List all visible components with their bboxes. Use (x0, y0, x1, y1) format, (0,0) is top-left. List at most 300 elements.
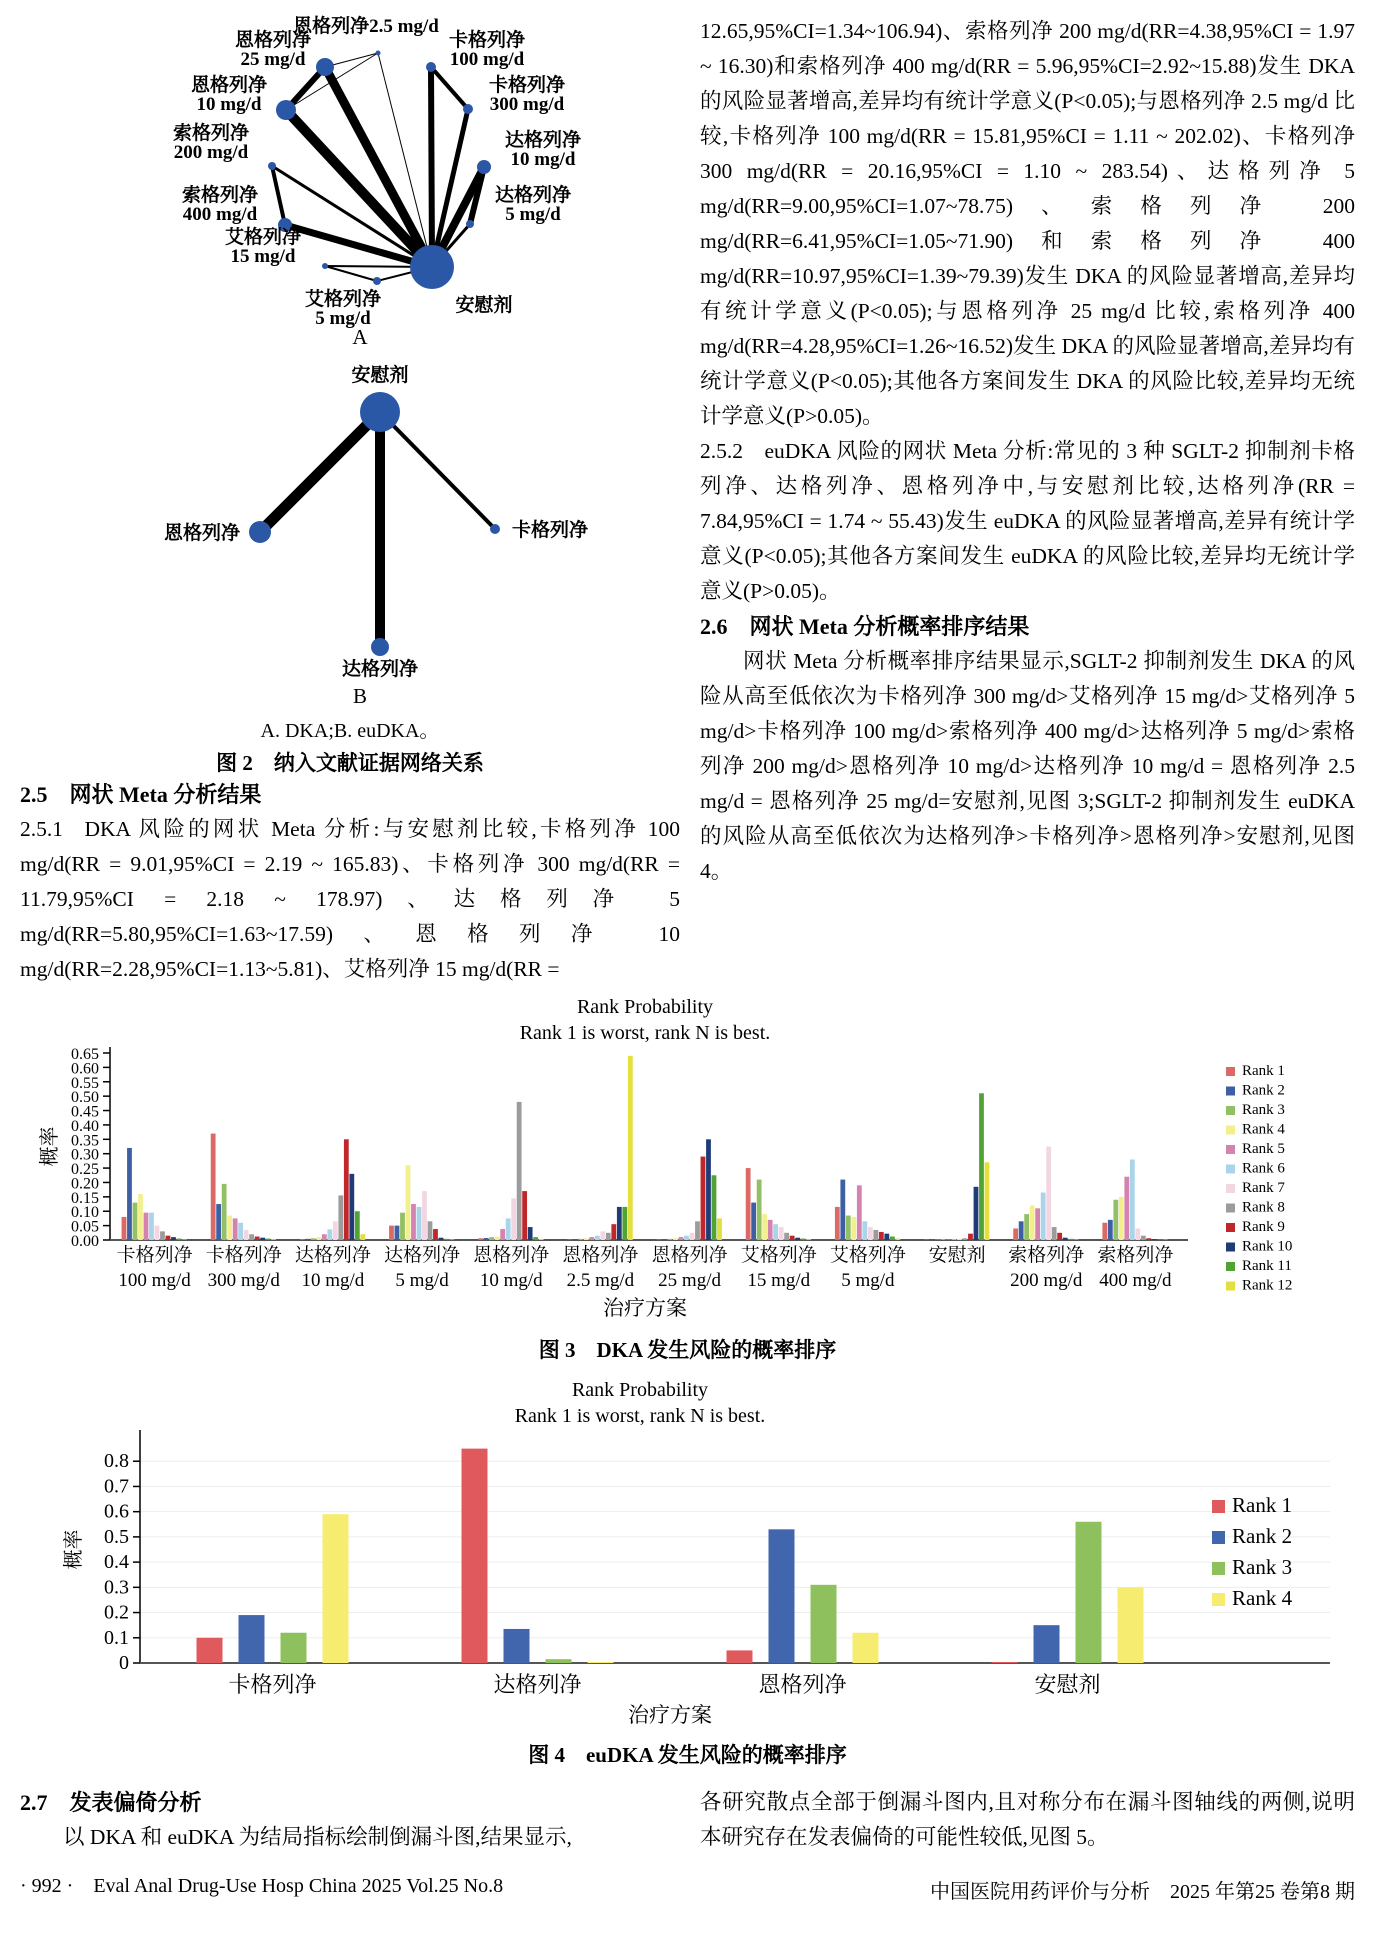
category-label: 恩格列净 2.5 mg/d (562, 1245, 639, 1291)
category-label: 卡格列净 100 mg/d (116, 1245, 193, 1291)
bar-rank8 (428, 1221, 433, 1240)
bar-rank9 (1146, 1238, 1151, 1240)
bar-rank10 (1063, 1238, 1068, 1240)
bar-rank6 (238, 1223, 243, 1240)
bottom-left-column (20, 1785, 680, 1855)
bar-rank4 (851, 1217, 856, 1240)
legend-swatch (1226, 1106, 1235, 1115)
bar-rank11 (177, 1239, 182, 1240)
page-footer (20, 1875, 1355, 1904)
paragraph-2-6: 网状 Meta 分析概率排序结果显示,SGLT-2 抑制剂发生 DKA 的风险从高至低依次为卡格列净 300 mg/d>艾格列净 15 mg/d>艾格列净 5 mg/d>卡格列净 100 mg/d>索格列净 400 mg/d>达格列净 5 mg/d>索格列净 200 mg/d>恩格列净 10 mg/d>达格列净 10 mg/d = 恩格列净 2.5 mg/d = 恩格列净 25 mg/d=安慰剂,见图 3;SGLT-2 抑制剂发生 euDKA 的风险从高至低依次为达格列净>卡格列净>恩格列净>安慰剂,见图 4。 (700, 649, 1355, 883)
y-axis-label: 概率 (39, 1126, 61, 1167)
bar-rank9 (1057, 1233, 1062, 1240)
bar-rank6 (862, 1221, 867, 1240)
bar-rank3 (311, 1238, 316, 1240)
y-tick-label: 0.25 (71, 1161, 99, 1179)
bar-rank7 (422, 1191, 427, 1240)
network-node-label: 恩格列净2.5 mg/d (293, 16, 439, 37)
figure2-network-a (20, 14, 680, 357)
bar-rank10 (1152, 1239, 1157, 1240)
network-node-dapa10 (477, 160, 491, 174)
bar-rank6 (1130, 1159, 1135, 1240)
bar-rank2 (216, 1204, 221, 1240)
network-node-label: 索格列净 200 mg/d (172, 123, 250, 163)
legend-swatch (1212, 1593, 1225, 1606)
y-tick-label: 0.50 (71, 1089, 99, 1107)
bar-rank12 (1074, 1239, 1079, 1240)
bar-rank12 (271, 1239, 276, 1240)
bar-rank3 (222, 1184, 227, 1240)
legend-label: Rank 3 (1232, 1555, 1293, 1579)
bar-rank1 (389, 1226, 394, 1240)
bar-rank12 (628, 1056, 633, 1240)
bar-rank7 (957, 1239, 962, 1240)
y-tick-label: 0.2 (104, 1601, 129, 1624)
network-edge (431, 67, 432, 267)
bar-rank8 (160, 1231, 165, 1240)
y-tick-label: 0.45 (71, 1103, 99, 1121)
network-node-eng25 (316, 58, 334, 76)
legend-swatch (1226, 1067, 1235, 1076)
bar-rank2 (239, 1615, 265, 1663)
legend-swatch (1226, 1165, 1235, 1174)
bar-rank11 (1157, 1239, 1162, 1240)
legend-label: Rank 12 (1242, 1277, 1293, 1294)
bar-rank1 (835, 1207, 840, 1240)
paper-page (20, 0, 1355, 1914)
y-tick-label: 0.00 (71, 1233, 99, 1250)
figure4-bar-chart (20, 1378, 1360, 1730)
bar-rank9 (255, 1237, 260, 1240)
y-tick-label: 0.20 (71, 1175, 99, 1193)
bar-rank9 (522, 1191, 527, 1240)
bar-rank1 (924, 1240, 929, 1241)
bar-rank9 (790, 1236, 795, 1240)
network-edge (325, 266, 377, 281)
paragraph-2-5-1: 2.5.1 DKA 风险的网状 Meta 分析:与安慰剂比较,卡格列净 100 mg/d(RR = 9.01,95%CI = 2.19 ~ 165.83)、卡格列净 300 mg/d(RR = 11.79,95%CI = 2.18 ~ 178.97)、达格列净 5 mg/d(RR=5.80,95%CI=1.63~17.59)、恩格列净 10 mg/d(RR=2.28,95%CI=1.13~5.81)、艾格列净 15 mg/d(RR = (20, 817, 680, 981)
legend-label: Rank 4 (1242, 1121, 1285, 1138)
bar-rank10 (706, 1139, 711, 1240)
footer-left: · 992 · Eval Anal Drug-Use Hosp China 2025 Vol.25 No.8 (20, 1875, 504, 1897)
network-edge (272, 166, 285, 225)
bar-rank6 (327, 1229, 332, 1240)
bar-rank8 (784, 1233, 789, 1240)
bar-rank1 (992, 1662, 1018, 1663)
chart-subtitle: Rank 1 is worst, rank N is best. (514, 1405, 766, 1427)
chart-title: Rank Probability (571, 1379, 709, 1401)
bar-rank1 (567, 1239, 572, 1240)
bar-rank4 (227, 1216, 232, 1240)
y-tick-label: 0.55 (71, 1074, 99, 1092)
y-tick-label: 0.8 (104, 1450, 129, 1473)
figure2-caption: 图 2 纳入文献证据网络关系 (216, 751, 484, 775)
bar-rank10 (439, 1238, 444, 1240)
network-node-label: 安慰剂 (351, 365, 409, 386)
network-sublabel: B (352, 684, 368, 707)
bar-rank8 (606, 1233, 611, 1240)
legend-label: Rank 10 (1242, 1238, 1293, 1255)
bar-rank12 (806, 1239, 811, 1240)
bar-rank5 (946, 1239, 951, 1240)
legend-label: Rank 11 (1242, 1258, 1292, 1274)
legend-label: Rank 9 (1242, 1219, 1285, 1235)
network-node-label: 恩格列净 (163, 523, 241, 544)
bar-rank3 (935, 1240, 940, 1241)
bar-rank6 (952, 1239, 957, 1240)
network-diagram-b (70, 357, 630, 707)
bar-rank7 (244, 1230, 249, 1240)
bar-rank10 (349, 1174, 354, 1240)
network-sublabel: A (352, 325, 368, 349)
network-node-label: 卡格列净 (511, 520, 589, 541)
legend-label: Rank 2 (1242, 1082, 1285, 1099)
legend-label: Rank 7 (1242, 1180, 1285, 1196)
bar-rank7 (511, 1198, 516, 1240)
bar-rank8 (249, 1234, 254, 1240)
bar-rank2 (930, 1240, 935, 1241)
legend-label: Rank 5 (1242, 1141, 1285, 1157)
bar-rank7 (868, 1227, 873, 1240)
bar-rank3 (757, 1180, 762, 1240)
category-label: 艾格列净 5 mg/d (829, 1245, 906, 1291)
bar-rank3 (668, 1239, 673, 1240)
bar-rank3 (400, 1213, 405, 1240)
network-node-label: 艾格列净 15 mg/d (224, 227, 302, 267)
section-heading-2-7: 2.7 发表偏倚分析 (20, 1790, 202, 1815)
network-node-label: 达格列净 (341, 659, 419, 680)
y-tick-label: 0.6 (104, 1500, 129, 1523)
bar-rank4 (323, 1514, 349, 1663)
bar-rank10 (974, 1187, 979, 1240)
bar-rank3 (811, 1585, 837, 1663)
bar-rank2 (769, 1529, 795, 1663)
y-tick-label: 0.3 (104, 1576, 129, 1599)
bottom-columns (20, 1785, 1355, 1855)
bar-rank3 (578, 1239, 583, 1240)
network-node-ertu15 (322, 263, 328, 269)
bar-rank5 (857, 1185, 862, 1240)
network-node-sota200 (268, 162, 276, 170)
network-edge (431, 67, 468, 109)
bar-rank9 (166, 1236, 171, 1240)
bar-rank1 (122, 1217, 127, 1240)
bar-rank10 (884, 1234, 889, 1240)
category-label: 达格列净 (493, 1672, 582, 1697)
network-node-label: 索格列净 400 mg/d (181, 185, 259, 225)
bar-rank3 (1024, 1214, 1029, 1240)
chart-title: Rank Probability (576, 996, 714, 1018)
bar-rank11 (979, 1093, 984, 1240)
network-node-label: 恩格列净 25 mg/d (234, 30, 312, 70)
network-node-label: 卡格列净 100 mg/d (448, 30, 526, 70)
network-edge (432, 109, 468, 267)
bar-rank10 (171, 1237, 176, 1240)
legend-swatch (1226, 1243, 1235, 1252)
bar-rank9 (701, 1157, 706, 1240)
bar-rank12 (450, 1239, 455, 1240)
y-tick-label: 0.65 (71, 1046, 99, 1063)
bar-rank4 (673, 1238, 678, 1240)
bar-rank3 (133, 1203, 138, 1240)
y-tick-label: 0.35 (71, 1132, 99, 1150)
bar-rank5 (1035, 1208, 1040, 1240)
bar-rank5 (144, 1213, 149, 1240)
bar-rank6 (684, 1236, 689, 1240)
bar-rank5 (500, 1229, 505, 1240)
legend-swatch (1226, 1262, 1235, 1271)
bar-rank4 (584, 1238, 589, 1240)
bar-rank4 (495, 1237, 500, 1240)
bar-rank11 (801, 1239, 806, 1240)
legend-swatch (1212, 1531, 1225, 1544)
bar-rank4 (941, 1239, 946, 1240)
network-node-pbo (410, 245, 454, 289)
bar-rank1 (657, 1239, 662, 1240)
bar-rank9 (968, 1234, 973, 1240)
bar-rank12 (895, 1239, 900, 1240)
bar-rank12 (985, 1162, 990, 1240)
bar-rank5 (679, 1237, 684, 1240)
bar-rank11 (1068, 1239, 1073, 1240)
bar-rank7 (1135, 1228, 1140, 1240)
bar-rank1 (727, 1650, 753, 1663)
figure4-caption: 图 4 euDKA 发生风险的概率排序 (528, 1743, 847, 1767)
bar-rank5 (768, 1220, 773, 1240)
category-label: 恩格列净 10 mg/d (473, 1245, 550, 1291)
bar-rank4 (1118, 1587, 1144, 1663)
bar-rank9 (433, 1229, 438, 1240)
bar-rank10 (617, 1207, 622, 1240)
bar-rank4 (1030, 1205, 1035, 1240)
bar-rank3 (281, 1633, 307, 1663)
bar-rank7 (333, 1221, 338, 1240)
category-label: 艾格列净 15 mg/d (740, 1245, 817, 1291)
y-tick-label: 0.30 (71, 1146, 99, 1164)
network-node-dapa5 (466, 220, 474, 228)
paragraph-2-7: 以 DKA 和 euDKA 为结局指标绘制倒漏斗图,结果显示, (63, 1825, 572, 1849)
network-node-cana (490, 524, 500, 534)
section-heading-2-5: 2.5 网状 Meta 分析结果 (20, 782, 262, 807)
figure2-note: A. DKA;B. euDKA。 (260, 720, 440, 742)
bar-rank1 (197, 1638, 223, 1663)
bar-rank2 (1019, 1221, 1024, 1240)
category-label: 达格列净 5 mg/d (384, 1245, 461, 1291)
section-heading-2-6: 2.6 网状 Meta 分析概率排序结果 (700, 614, 1030, 639)
bar-rank10 (795, 1238, 800, 1240)
legend-label: Rank 3 (1242, 1102, 1285, 1118)
chart-subtitle: Rank 1 is worst, rank N is best. (519, 1022, 771, 1044)
legend-swatch (1226, 1087, 1235, 1096)
figure3-block (20, 995, 1355, 1364)
bar-rank1 (478, 1238, 483, 1240)
network-node-cana100 (426, 62, 436, 72)
bar-rank1 (1013, 1228, 1018, 1240)
bar-rank1 (211, 1134, 216, 1240)
bar-rank7 (600, 1231, 605, 1240)
bar-rank9 (879, 1232, 884, 1240)
bar-rank4 (138, 1194, 143, 1240)
network-edge (260, 412, 380, 532)
bar-rank8 (338, 1195, 343, 1240)
figure2-network-b (20, 357, 680, 712)
category-label: 安慰剂 (1034, 1672, 1101, 1697)
network-node-ertu5 (373, 277, 381, 285)
bar-rank1 (462, 1449, 488, 1663)
category-label: 索格列净 400 mg/d (1097, 1245, 1174, 1291)
bar-rank2 (840, 1180, 845, 1240)
bar-rank6 (595, 1236, 600, 1240)
network-edge (380, 412, 495, 529)
bar-rank2 (662, 1239, 667, 1240)
bar-rank2 (484, 1238, 489, 1240)
legend-swatch (1226, 1223, 1235, 1232)
bar-rank4 (316, 1237, 321, 1240)
category-label: 安慰剂 (928, 1245, 986, 1266)
bar-rank7 (690, 1233, 695, 1240)
bar-rank8 (517, 1102, 522, 1240)
legend-swatch (1226, 1204, 1235, 1213)
bar-rank5 (411, 1204, 416, 1240)
category-label: 恩格列净 25 mg/d (651, 1245, 728, 1291)
bar-rank2 (305, 1239, 310, 1240)
network-node-label: 安慰剂 (455, 295, 513, 316)
figure3-bar-chart (20, 995, 1360, 1325)
bar-rank6 (149, 1213, 154, 1240)
category-label: 恩格列净 (758, 1672, 847, 1697)
bottom-right-column (700, 1785, 1355, 1855)
y-tick-label: 0.1 (104, 1626, 129, 1649)
legend-swatch (1212, 1500, 1225, 1513)
bar-rank4 (853, 1633, 879, 1663)
bar-rank8 (873, 1230, 878, 1240)
y-tick-label: 0.5 (104, 1525, 129, 1548)
category-label: 索格列净 200 mg/d (1008, 1245, 1085, 1291)
y-tick-label: 0.7 (104, 1475, 129, 1498)
y-tick-label: 0.10 (71, 1204, 99, 1222)
bar-rank3 (846, 1216, 851, 1240)
bar-rank7 (1046, 1147, 1051, 1241)
bar-rank11 (266, 1239, 271, 1240)
bar-rank8 (963, 1238, 968, 1240)
bar-rank1 (300, 1239, 305, 1240)
legend-swatch (1212, 1562, 1225, 1575)
network-node-label: 艾格列净 5 mg/d (304, 289, 382, 329)
bar-rank6 (1041, 1193, 1046, 1240)
bar-rank2 (751, 1203, 756, 1240)
bar-rank12 (182, 1239, 187, 1240)
y-tick-label: 0.4 (104, 1551, 129, 1574)
legend-label: Rank 1 (1242, 1063, 1285, 1079)
legend-label: Rank 4 (1232, 1586, 1293, 1610)
legend-label: Rank 6 (1242, 1160, 1285, 1177)
legend-label: Rank 2 (1232, 1524, 1293, 1548)
network-node-label: 恩格列净 10 mg/d (190, 75, 268, 115)
network-node-pbo (360, 392, 400, 432)
bar-rank11 (622, 1207, 627, 1240)
bar-rank2 (573, 1239, 578, 1240)
network-node-eng10 (276, 100, 296, 120)
network-node-eng2_5 (376, 51, 381, 56)
y-tick-label: 0.05 (71, 1218, 99, 1236)
bar-rank5 (322, 1234, 327, 1240)
network-node-eng (249, 521, 271, 543)
paragraph-continuation: 12.65,95%CI=1.34~106.94)、索格列净 200 mg/d(RR=4.38,95%CI = 1.97 ~ 16.30)和索格列净 400 mg/d(RR = 5.96,95%CI=2.92~15.88)发生 DKA 的风险显著增高,差异均有统计学意义(P<0.05);与恩格列净 2.5 mg/d 比较,卡格列净 100 mg/d(RR = 15.81,95%CI = 1.11 ~ 202.02)、卡格列净 300 mg/d(RR = 20.16,95%CI = 1.10 ~ 283.54)、达格列净 5 mg/d(RR=9.00,95%CI=1.07~78.75)、索格列净 200 mg/d(RR=6.41,95%CI=1.05~71.90)和索格列净 400 mg/d(RR=10.97,95%CI=1.39~79.39)发生 DKA 的风险显著增高,差异均有统计学意义(P<0.05);与恩格列净 25 mg/d 比较,索格列净 400 mg/d(RR=4.28,95%CI=1.26~16.52)发生 DKA 的风险显著增高,差异均有统计学意义(P<0.05);其他各方案间发生 DKA 的风险比较,差异均无统计学意义(P>0.05)。 (700, 19, 1355, 428)
category-label: 达格列净 10 mg/d (294, 1245, 371, 1291)
figure3-caption: 图 3 DKA 发生风险的概率排序 (538, 1338, 837, 1362)
bar-rank10 (260, 1238, 265, 1240)
legend-swatch (1226, 1282, 1235, 1291)
bar-rank1 (746, 1168, 751, 1240)
bar-rank12 (717, 1218, 722, 1240)
bar-rank7 (779, 1227, 784, 1240)
bar-rank2 (1034, 1625, 1060, 1663)
y-tick-label: 0.15 (71, 1189, 99, 1207)
bar-rank10 (528, 1227, 533, 1240)
bar-rank8 (695, 1221, 700, 1240)
bar-rank6 (417, 1207, 422, 1240)
top-columns (20, 14, 1355, 987)
bar-rank8 (1141, 1236, 1146, 1240)
bar-rank1 (1102, 1223, 1107, 1240)
paragraph-2-7-continuation: 各研究散点全部于倒漏斗图内,且对称分布在漏斗图轴线的两侧,说明本研究存在发表偏倚的可能性较低,见图 5。 (700, 1790, 1355, 1849)
category-label: 卡格列净 300 mg/d (205, 1245, 282, 1291)
bar-rank3 (546, 1659, 572, 1663)
x-axis-label: 治疗方案 (603, 1296, 687, 1320)
bar-rank9 (611, 1224, 616, 1240)
category-label: 卡格列净 (228, 1672, 317, 1697)
legend-label: Rank 1 (1232, 1493, 1293, 1517)
bar-rank11 (355, 1211, 360, 1240)
network-diagram-a (70, 14, 630, 352)
x-axis-label: 治疗方案 (628, 1703, 712, 1727)
bar-rank12 (360, 1234, 365, 1240)
bar-rank11 (533, 1237, 538, 1240)
legend-swatch (1226, 1145, 1235, 1154)
y-axis-label: 概率 (63, 1529, 85, 1570)
bar-rank12 (1163, 1240, 1168, 1241)
right-column (700, 14, 1355, 987)
legend-label: Rank 8 (1242, 1199, 1285, 1216)
y-tick-label: 0.40 (71, 1117, 99, 1135)
paragraph-2-5-2: 2.5.2 euDKA 风险的网状 Meta 分析:常见的 3 种 SGLT-2 抑制剂卡格列净、达格列净、恩格列净中,与安慰剂比较,达格列净(RR = 7.84,95%CI = 1.74 ~ 55.43)发生 euDKA 的风险显著增高,差异有统计学意义(P<0.05);其他各方案间发生 euDKA 的风险比较,差异均无统计学意义(P>0.05)。 (700, 439, 1355, 603)
figure4-block (20, 1378, 1355, 1769)
bar-rank4 (1119, 1197, 1124, 1240)
bar-rank11 (890, 1237, 895, 1240)
bar-rank2 (504, 1629, 530, 1663)
bar-rank11 (444, 1239, 449, 1240)
footer-right: 中国医院用药评价与分析 2025 年第25 卷第8 期 (930, 1881, 1355, 1903)
bar-rank6 (506, 1218, 511, 1240)
bar-rank11 (712, 1175, 717, 1240)
bar-rank5 (1124, 1177, 1129, 1240)
bar-rank5 (233, 1218, 238, 1240)
network-node-label: 达格列净 10 mg/d (504, 130, 582, 170)
bar-rank2 (395, 1226, 400, 1240)
network-node-label: 卡格列净 300 mg/d (488, 75, 566, 115)
bar-rank6 (773, 1224, 778, 1240)
bar-rank2 (127, 1148, 132, 1240)
left-column (20, 14, 680, 987)
bar-rank9 (344, 1139, 349, 1240)
bar-rank4 (588, 1662, 614, 1663)
y-tick-label: 0 (119, 1652, 129, 1674)
bar-rank3 (1076, 1522, 1102, 1663)
bar-rank2 (1108, 1220, 1113, 1240)
legend-swatch (1226, 1184, 1235, 1193)
network-node-dapa (371, 638, 389, 656)
bar-rank3 (489, 1237, 494, 1240)
legend-swatch (1226, 1126, 1235, 1135)
